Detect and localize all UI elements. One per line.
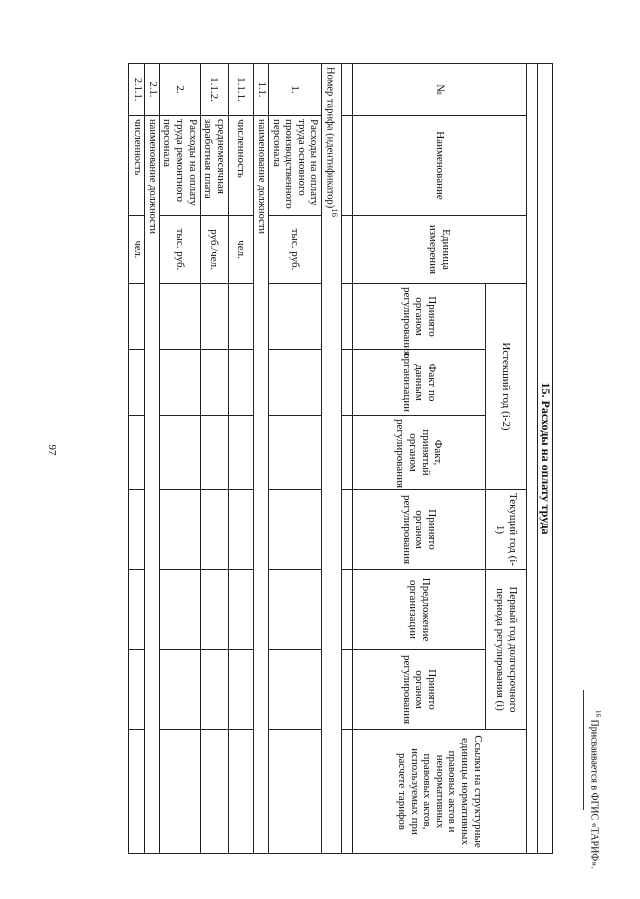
header-prev-year: Истекший год (i-2) xyxy=(486,284,527,490)
row-unit: тыс. руб. xyxy=(268,216,322,284)
row-name: наименование должности xyxy=(144,116,159,854)
row-unit: чел. xyxy=(228,216,253,284)
row-num: 1. xyxy=(268,64,322,116)
header-fact-reg: Факт, принятый органом регулирования xyxy=(353,416,486,490)
header-refs: Ссылки на структурные единицы нормативных правовых актов и ненормативных правовых актов, используемых при расчете тарифов xyxy=(353,730,527,854)
footnote-marker: 16 xyxy=(594,710,602,717)
header-name: Наименование xyxy=(353,116,527,216)
row-num: 1.1.1. xyxy=(228,64,253,116)
row-num: 1.1.2. xyxy=(200,64,228,116)
footnote-text: Присваивается в ФГИС «ТАРИФ». xyxy=(588,719,600,869)
header-first-year: Первый год долгосрочного периода регулирования (i) xyxy=(486,570,527,730)
row-unit: тыс. руб. xyxy=(159,216,200,284)
header-accepted-reg-current: Принято органом регулирования xyxy=(353,490,486,570)
row-num: 1.1. xyxy=(253,64,268,116)
tariff-id-label: Номер тарифа (идентификатор) xyxy=(324,67,336,209)
row-name: Расходы на оплату труда ремонтного персонала xyxy=(159,116,200,216)
footnote xyxy=(590,710,606,870)
tariff-footnote-marker: 16 xyxy=(330,208,340,218)
table-row xyxy=(129,64,144,854)
table-title: 15. Расходы на оплату труда xyxy=(538,64,553,854)
row-num: 2.1.1. xyxy=(129,64,144,116)
row-num: 2. xyxy=(159,64,200,116)
row-name: Расходы на оплату труда основного производственного персонала xyxy=(268,116,322,216)
header-unit: Единица измерения xyxy=(353,216,527,284)
header-fact-org: Факт по данным организации xyxy=(353,350,486,416)
page-number: 97 xyxy=(46,444,58,456)
row-unit: руб./чел. xyxy=(200,216,228,284)
table-row xyxy=(228,64,253,854)
header-accepted-reg: Принято органом регулирования xyxy=(353,284,486,350)
row-num: 2.1. xyxy=(144,64,159,116)
header-accepted-reg-first: Принято органом регулирования xyxy=(353,650,486,730)
header-num: № xyxy=(353,64,527,116)
labor-costs-table xyxy=(128,63,553,854)
table-row xyxy=(200,64,228,854)
rotated-table-page xyxy=(93,63,553,853)
blank-row xyxy=(527,64,538,854)
tariff-id-row xyxy=(322,64,342,854)
row-name: среднемесячная заработная плата xyxy=(200,116,228,216)
table-row xyxy=(159,64,200,854)
footnote-divider xyxy=(583,690,584,810)
row-name: численность xyxy=(228,116,253,216)
row-name: наименование должности xyxy=(253,116,268,854)
row-unit: чел. xyxy=(129,216,144,284)
table-container xyxy=(93,63,553,853)
header-current-year: Текущий год (i-1) xyxy=(486,490,527,570)
row-name: численность xyxy=(129,116,144,216)
header-proposal-org: Предложение организации xyxy=(353,570,486,650)
table-row xyxy=(268,64,322,854)
